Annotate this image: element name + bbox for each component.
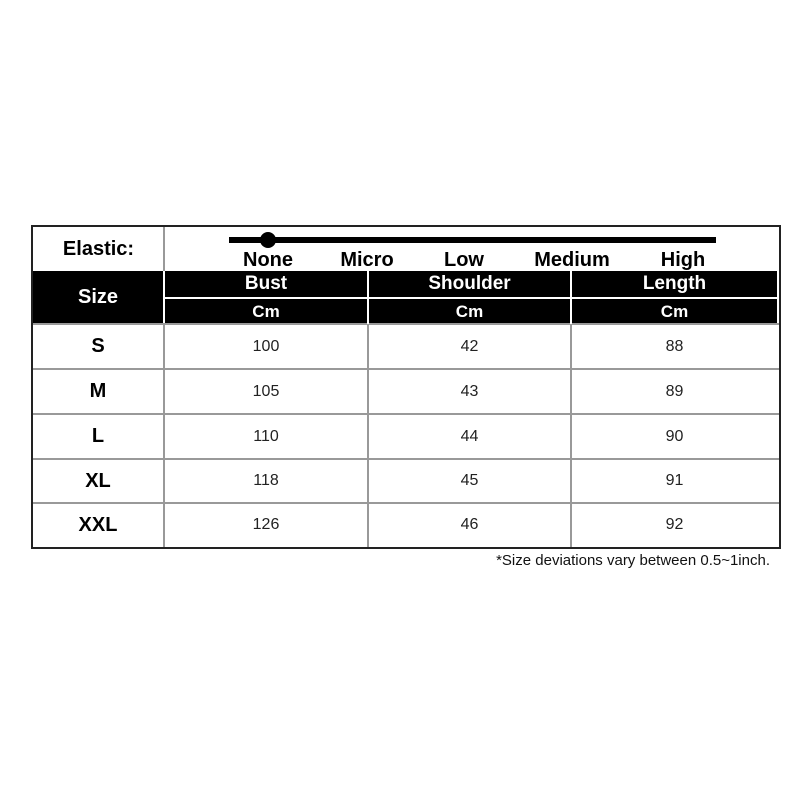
elastic-scale-line (229, 237, 716, 243)
bust-cell: 110 (253, 427, 279, 445)
bust-cell: 100 (252, 337, 280, 355)
bust-cell: 118 (253, 472, 279, 489)
elastic-level-medium: Medium (534, 249, 610, 271)
elastic-indicator-dot (260, 232, 276, 248)
column-divider (163, 324, 165, 547)
elastic-level-none: None (243, 249, 293, 271)
divider (163, 227, 165, 271)
length-cell: 89 (665, 382, 684, 400)
elastic-label: Elastic: (62, 237, 135, 260)
elastic-level-low: Low (444, 249, 484, 271)
bust-header: Bust (165, 271, 367, 297)
length-cell: 88 (665, 337, 684, 355)
shoulder-cell: 44 (460, 427, 479, 445)
elastic-level-high: High (660, 249, 706, 271)
bust-cell: 105 (252, 382, 280, 400)
shoulder-cell: 42 (460, 337, 479, 355)
elastic-level-micro: Micro (340, 249, 394, 271)
length-unit: Cm (572, 299, 777, 324)
size-deviation-note: *Size deviations vary between 0.5~1inch. (496, 552, 770, 569)
shoulder-unit: Cm (369, 299, 570, 324)
shoulder-header: Shoulder (369, 271, 570, 297)
size-cell: XXL (78, 513, 118, 536)
bust-unit: Cm (165, 299, 367, 324)
size-cell: XL (85, 469, 111, 492)
length-cell: 92 (665, 516, 684, 533)
size-header: Size (33, 271, 163, 324)
length-cell: 90 (665, 427, 684, 445)
size-cell: L (91, 425, 105, 447)
shoulder-cell: 43 (460, 382, 479, 400)
size-cell: S (91, 335, 105, 357)
shoulder-cell: 45 (460, 472, 479, 489)
length-header: Length (572, 271, 777, 297)
shoulder-cell: 46 (460, 516, 479, 533)
header-divider (165, 297, 777, 299)
bust-cell: 126 (252, 516, 280, 533)
size-cell: M (89, 380, 107, 402)
length-cell: 91 (665, 472, 684, 489)
